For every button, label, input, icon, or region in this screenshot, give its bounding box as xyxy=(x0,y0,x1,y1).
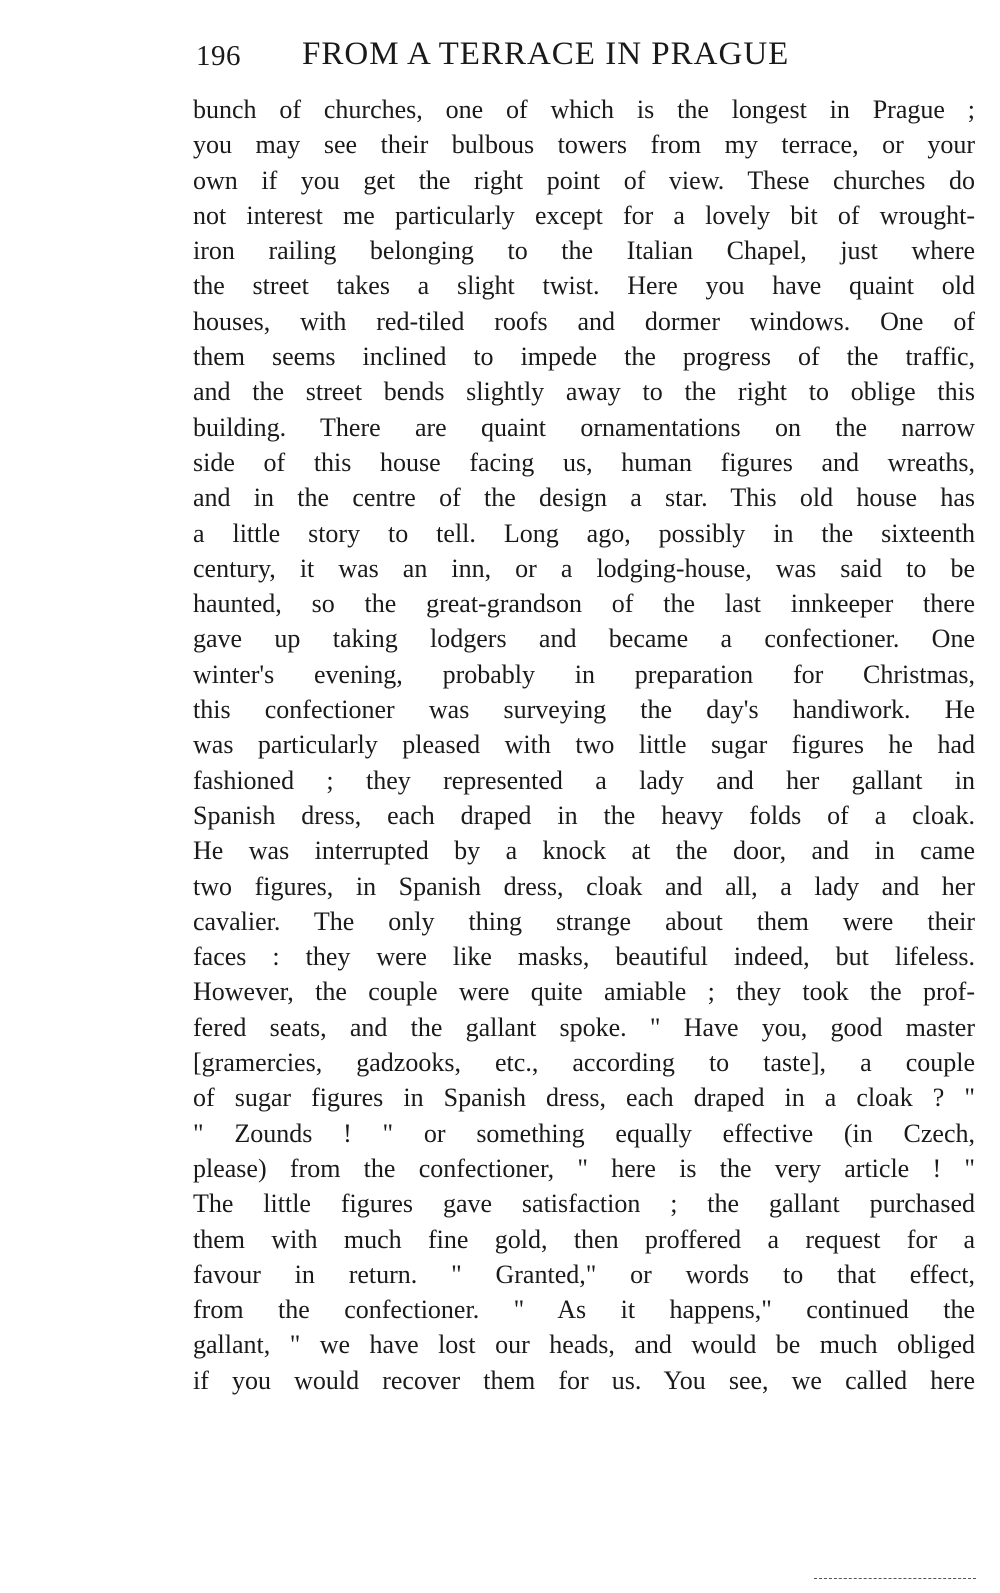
text-line: and the street bends slightly away to the right to oblige this xyxy=(193,377,975,407)
text-line: [gramercies, gadzooks, etc., according to taste], a couple xyxy=(193,1048,975,1078)
text-line: building. There are quaint ornamentations on the narrow xyxy=(193,412,975,442)
text-line: side of this house facing us, human figures and wreaths, xyxy=(193,447,975,477)
text-line: winter's evening, probably in preparation for Christmas, xyxy=(193,659,975,689)
text-line: gallant, " we have lost our heads, and would be much obliged xyxy=(193,1330,975,1360)
text-line: from the confectioner. " As it happens," continued the xyxy=(193,1295,975,1325)
text-line: fered seats, and the gallant spoke. " Have you, good master xyxy=(193,1012,975,1042)
text-line: please) from the confectioner, " here is the very article ! " xyxy=(193,1153,975,1183)
text-line: He was interrupted by a knock at the door, and in came xyxy=(193,836,975,866)
text-line: iron railing belonging to the Italian Chapel, just where xyxy=(193,236,975,266)
text-line: bunch of churches, one of which is the longest in Prague ; xyxy=(193,95,975,124)
text-line: was particularly pleased with two little sugar figures he had xyxy=(193,730,975,760)
text-line: cavalier. The only thing strange about them were their xyxy=(193,906,975,936)
text-line: two figures, in Spanish dress, cloak and all, a lady and her xyxy=(193,871,975,901)
footer-rule xyxy=(814,1578,976,1579)
text-line: you may see their bulbous towers from my terrace, or your xyxy=(193,130,975,160)
text-line: not interest me particularly except for a lovely bit of wrought- xyxy=(193,200,975,230)
text-line: if you would recover them for us. You see, we called here xyxy=(193,1365,975,1395)
text-line: own if you get the right point of view. These churches do xyxy=(193,165,975,195)
running-head xyxy=(196,36,866,80)
text-line: haunted, so the great-grandson of the last innkeeper there xyxy=(193,589,975,619)
body-text xyxy=(193,92,975,1398)
text-line: fashioned ; they represented a lady and her gallant in xyxy=(193,765,975,795)
text-line: favour in return. " Granted," or words to that effect, xyxy=(193,1259,975,1289)
text-line: century, it was an inn, or a lodging-house, was said to be xyxy=(193,553,975,583)
text-line: " Zounds ! " or something equally effective (in Czech, xyxy=(193,1118,975,1148)
running-title: FROM A TERRACE IN PRAGUE xyxy=(302,36,790,72)
text-line: a little story to tell. Long ago, possibly in the sixteenth xyxy=(193,518,975,548)
text-line: The little figures gave satisfaction ; the gallant purchased xyxy=(193,1189,975,1219)
text-line: them seems inclined to impede the progress of the traffic, xyxy=(193,342,975,372)
text-line: and in the centre of the design a star. This old house has xyxy=(193,483,975,513)
text-line: gave up taking lodgers and became a confectioner. One xyxy=(193,624,975,654)
text-line: faces : they were like masks, beautiful indeed, but lifeless. xyxy=(193,942,975,972)
text-line: However, the couple were quite amiable ; they took the prof- xyxy=(193,977,975,1007)
text-line: Spanish dress, each draped in the heavy folds of a cloak. xyxy=(193,800,975,830)
text-line: houses, with red-tiled roofs and dormer windows. One of xyxy=(193,306,975,336)
text-line: this confectioner was surveying the day's handiwork. He xyxy=(193,695,975,725)
text-line: of sugar figures in Spanish dress, each draped in a cloak ? " xyxy=(193,1083,975,1113)
text-line: the street takes a slight twist. Here you have quaint old xyxy=(193,271,975,301)
page-number: 196 xyxy=(196,40,241,72)
text-line: them with much fine gold, then proffered a request for a xyxy=(193,1224,975,1254)
